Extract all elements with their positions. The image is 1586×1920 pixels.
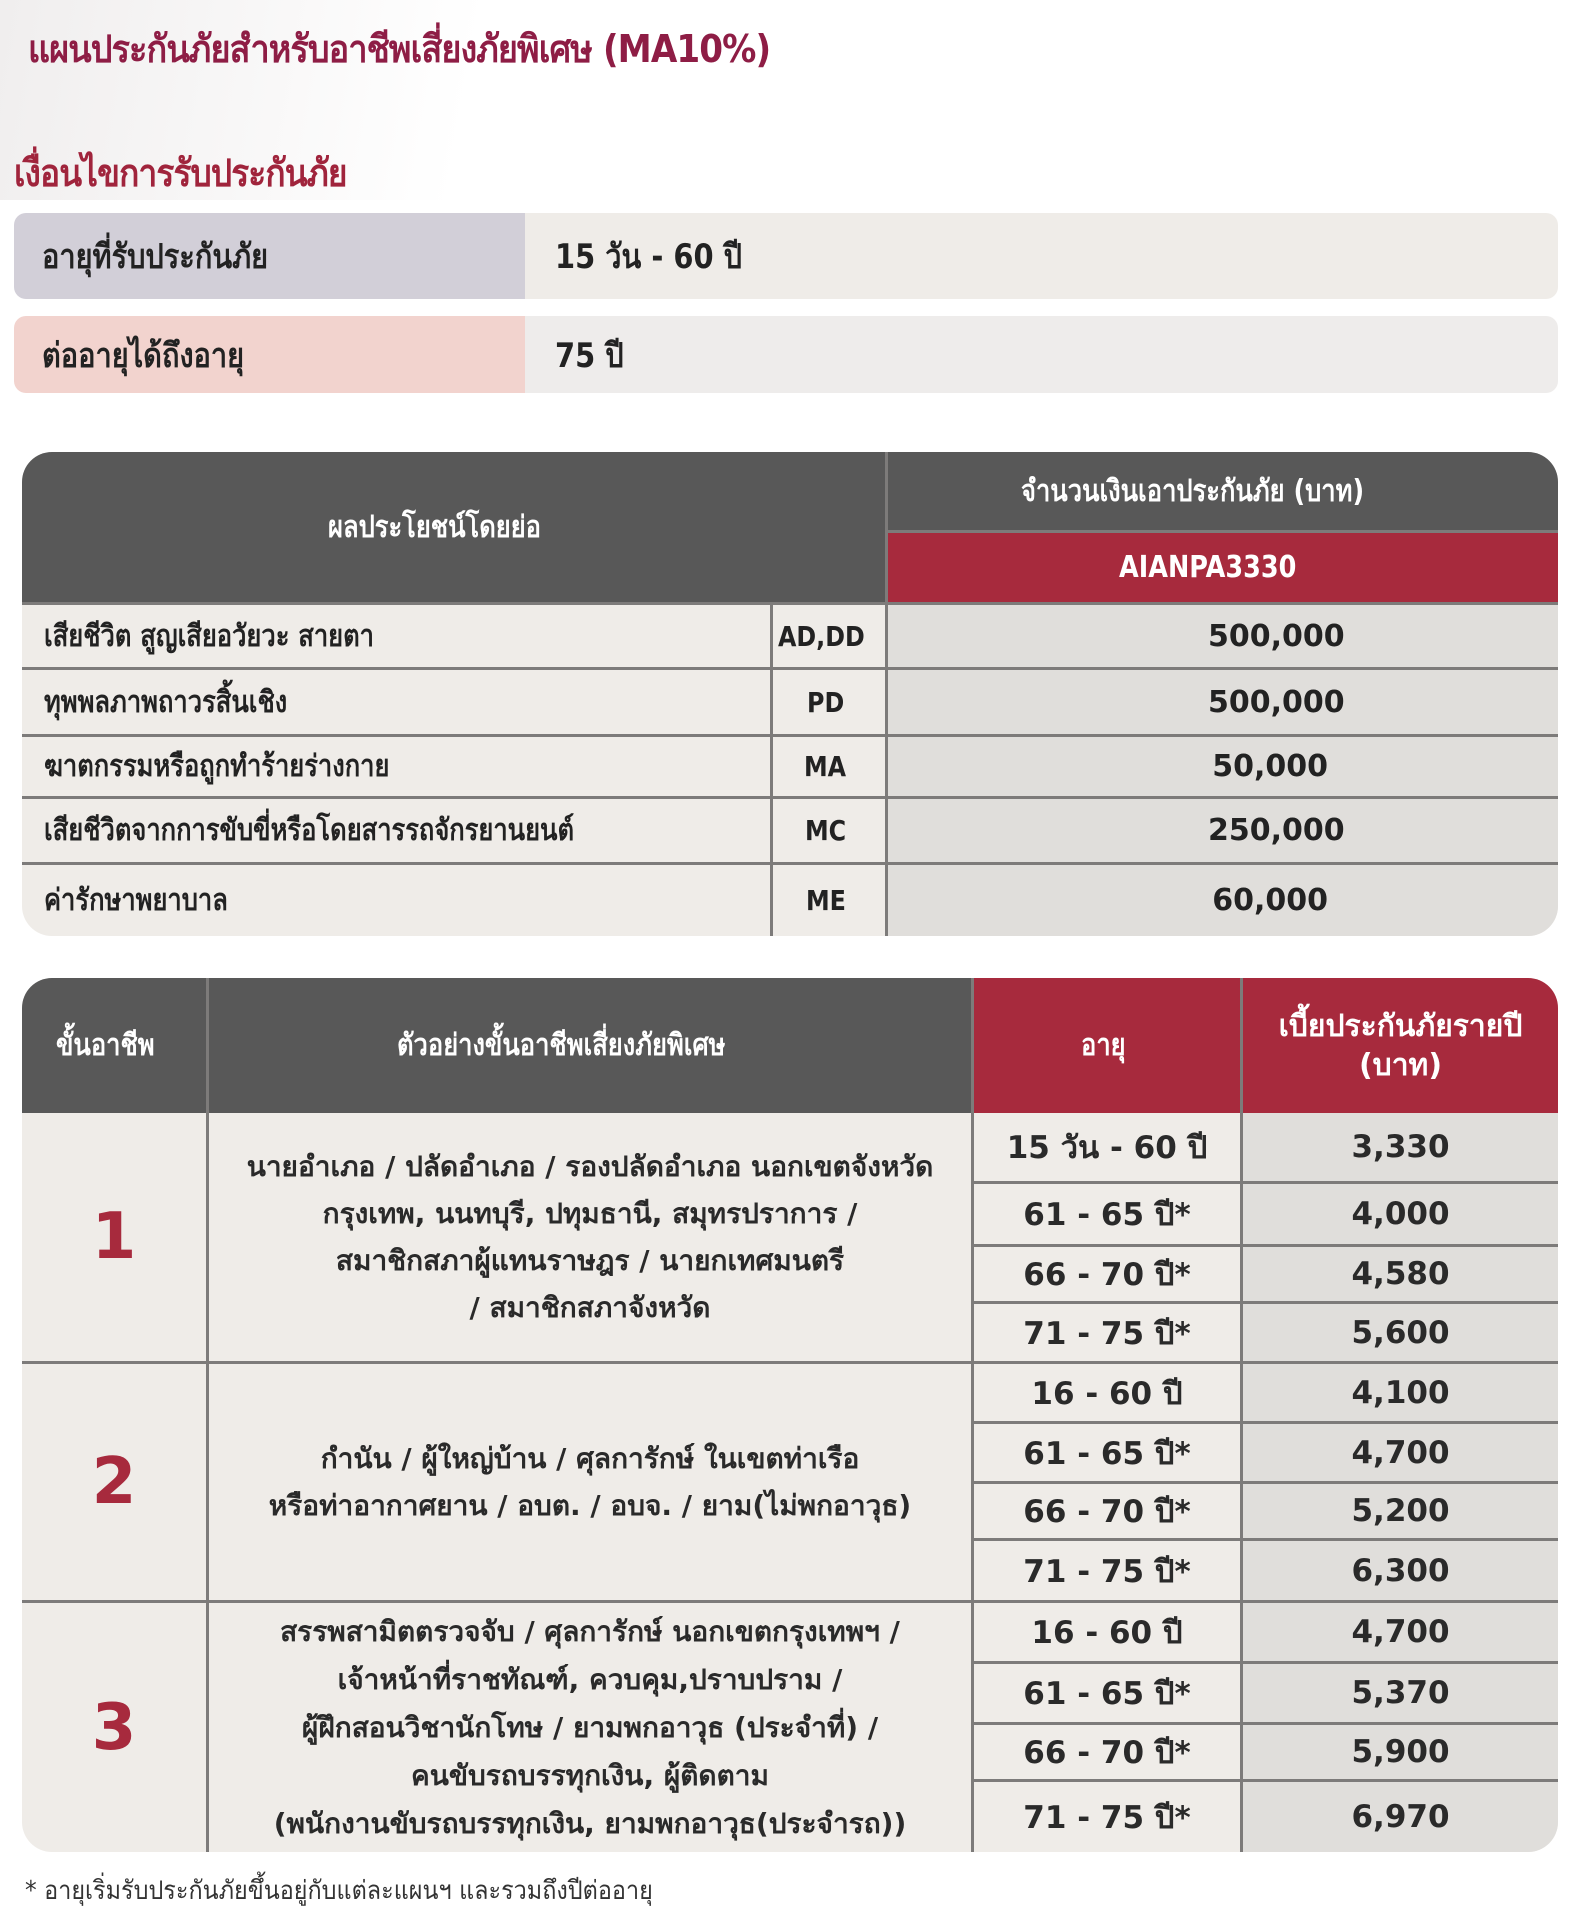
age-range: 61 - 65 ปี* — [1023, 1197, 1191, 1233]
condition-row-entry-age — [14, 213, 1558, 299]
premium: 5,370 — [1243, 1664, 1558, 1722]
benefit-amount: 500,000 — [888, 670, 1558, 734]
benefit-code: MC — [804, 814, 846, 847]
conditions-heading: เงื่อนไขการรับประกันภัย — [14, 151, 347, 195]
occupation-level: 3 — [91, 1690, 137, 1765]
condition-value: 15 วัน - 60 ปี — [525, 213, 1558, 299]
premium: 4,100 — [1243, 1364, 1558, 1421]
benefit-name: เสียชีวิตจากการขับขี่หรือโดยสารรถจักรยานยนต์ — [44, 813, 575, 848]
premium: 6,300 — [1243, 1541, 1558, 1600]
benefit-amount: 50,000 — [888, 737, 1558, 796]
benefit-name: ฆาตกรรมหรือถูกทำร้ายร่างกาย — [44, 749, 390, 784]
premium: 4,580 — [1243, 1247, 1558, 1301]
header-level: ขั้นอาชีพ — [22, 978, 206, 1113]
header-premium: เบี้ยประกันภัยรายปี (บาท) — [1243, 978, 1558, 1113]
age-range: 66 - 70 ปี* — [1023, 1257, 1191, 1293]
age-range: 71 - 75 ปี* — [1023, 1315, 1191, 1352]
condition-label: ต่ออายุได้ถึงอายุ — [14, 316, 525, 393]
header-age: อายุ — [974, 978, 1240, 1113]
occupation-level: 1 — [91, 1200, 137, 1274]
benefit-amount: 250,000 — [888, 799, 1558, 862]
condition-row-renewal-age — [14, 316, 1558, 393]
age-range: 66 - 70 ปี* — [1023, 1494, 1191, 1530]
benefit-code: MA — [804, 750, 847, 783]
occupation-examples: นายอำเภอ / ปลัดอำเภอ / รองปลัดอำเภอ นอกเขตจังหวัด กรุงเทพ, นนทบุรี, ปทุมธานี, สมุทรปราการ / สมาชิกสภาผู้แทนราษฎร / นายกเทศมนตรี / สมาชิกสภาจังหวัด — [246, 1150, 934, 1324]
age-range: 16 - 60 ปี — [1031, 1375, 1183, 1412]
premium: 6,970 — [1243, 1782, 1558, 1852]
benefit-code: ME — [805, 884, 846, 917]
premium: 4,700 — [1243, 1603, 1558, 1661]
benefits-table — [22, 452, 1558, 936]
age-range: 71 - 75 ปี* — [1023, 1553, 1191, 1590]
benefit-amount: 60,000 — [888, 865, 1558, 936]
age-range: 71 - 75 ปี* — [1023, 1800, 1191, 1836]
header-sum-insured: จำนวนเงินเอาประกันภัย (บาท) — [888, 452, 1558, 530]
benefit-code: PD — [807, 685, 845, 719]
premium: 5,900 — [1243, 1725, 1558, 1779]
footnote: * อายุเริ่มรับประกันภัยขึ้นอยู่กับแต่ละแผนฯ และรวมถึงปีต่ออายุ — [25, 1876, 653, 1906]
premium: 5,200 — [1243, 1484, 1558, 1538]
premium: 5,600 — [1243, 1304, 1558, 1361]
page-title: แผนประกันภัยสำหรับอาชีพเสี่ยงภัยพิเศษ (MA10%) — [28, 27, 771, 71]
age-range: 15 วัน - 60 ปี — [1006, 1130, 1208, 1166]
benefit-name: ทุพพลภาพถาวรสิ้นเชิง — [44, 684, 288, 720]
age-range: 66 - 70 ปี* — [1023, 1735, 1191, 1771]
benefit-name: เสียชีวิต สูญเสียอวัยวะ สายตา — [44, 618, 374, 654]
age-range: 61 - 65 ปี* — [1023, 1676, 1191, 1712]
condition-label: อายุที่รับประกันภัย — [14, 213, 525, 299]
occupation-premium-table — [22, 978, 1558, 1852]
premium: 3,330 — [1243, 1113, 1558, 1181]
condition-value: 75 ปี — [525, 316, 1558, 393]
plan-code: AIANPA3330 — [888, 533, 1558, 602]
occupation-examples: กำนัน / ผู้ใหญ่บ้าน / ศุลการักษ์ ในเขตท่าเรือ หรือท่าอากาศยาน / อบต. / อบจ. / ยาม(ไม่พกอาวุธ) — [268, 1442, 912, 1522]
age-range: 61 - 65 ปี* — [1023, 1435, 1191, 1472]
occupation-examples: สรรพสามิตตรวจจับ / ศุลการักษ์ นอกเขตกรุงเทพฯ / เจ้าหน้าที่ราชทัณฑ์, ควบคุม,ปราบปราม / ผู้ฝึกสอนวิชานักโทษ / ยามพกอาวุธ (ประจำที่) / คนขับรถบรรทุกเงิน, ผู้ติดตาม (พนักงานขับรถบรรทุกเงิน, ยามพกอาวุธ(ประจำรถ)) — [273, 1614, 907, 1840]
benefit-code: AD,DD — [777, 619, 865, 653]
benefit-amount: 500,000 — [888, 605, 1558, 667]
header-examples: ตัวอย่างขั้นอาชีพเสี่ยงภัยพิเศษ — [209, 978, 971, 1113]
premium: 4,000 — [1243, 1184, 1558, 1244]
divider — [888, 530, 1558, 533]
occupation-level: 2 — [91, 1445, 137, 1519]
premium: 4,700 — [1243, 1424, 1558, 1481]
header-benefit: ผลประโยชน์โดยย่อ — [22, 452, 885, 602]
benefit-name: ค่ารักษาพยาบาล — [44, 883, 228, 918]
age-range: 16 - 60 ปี — [1031, 1615, 1183, 1651]
